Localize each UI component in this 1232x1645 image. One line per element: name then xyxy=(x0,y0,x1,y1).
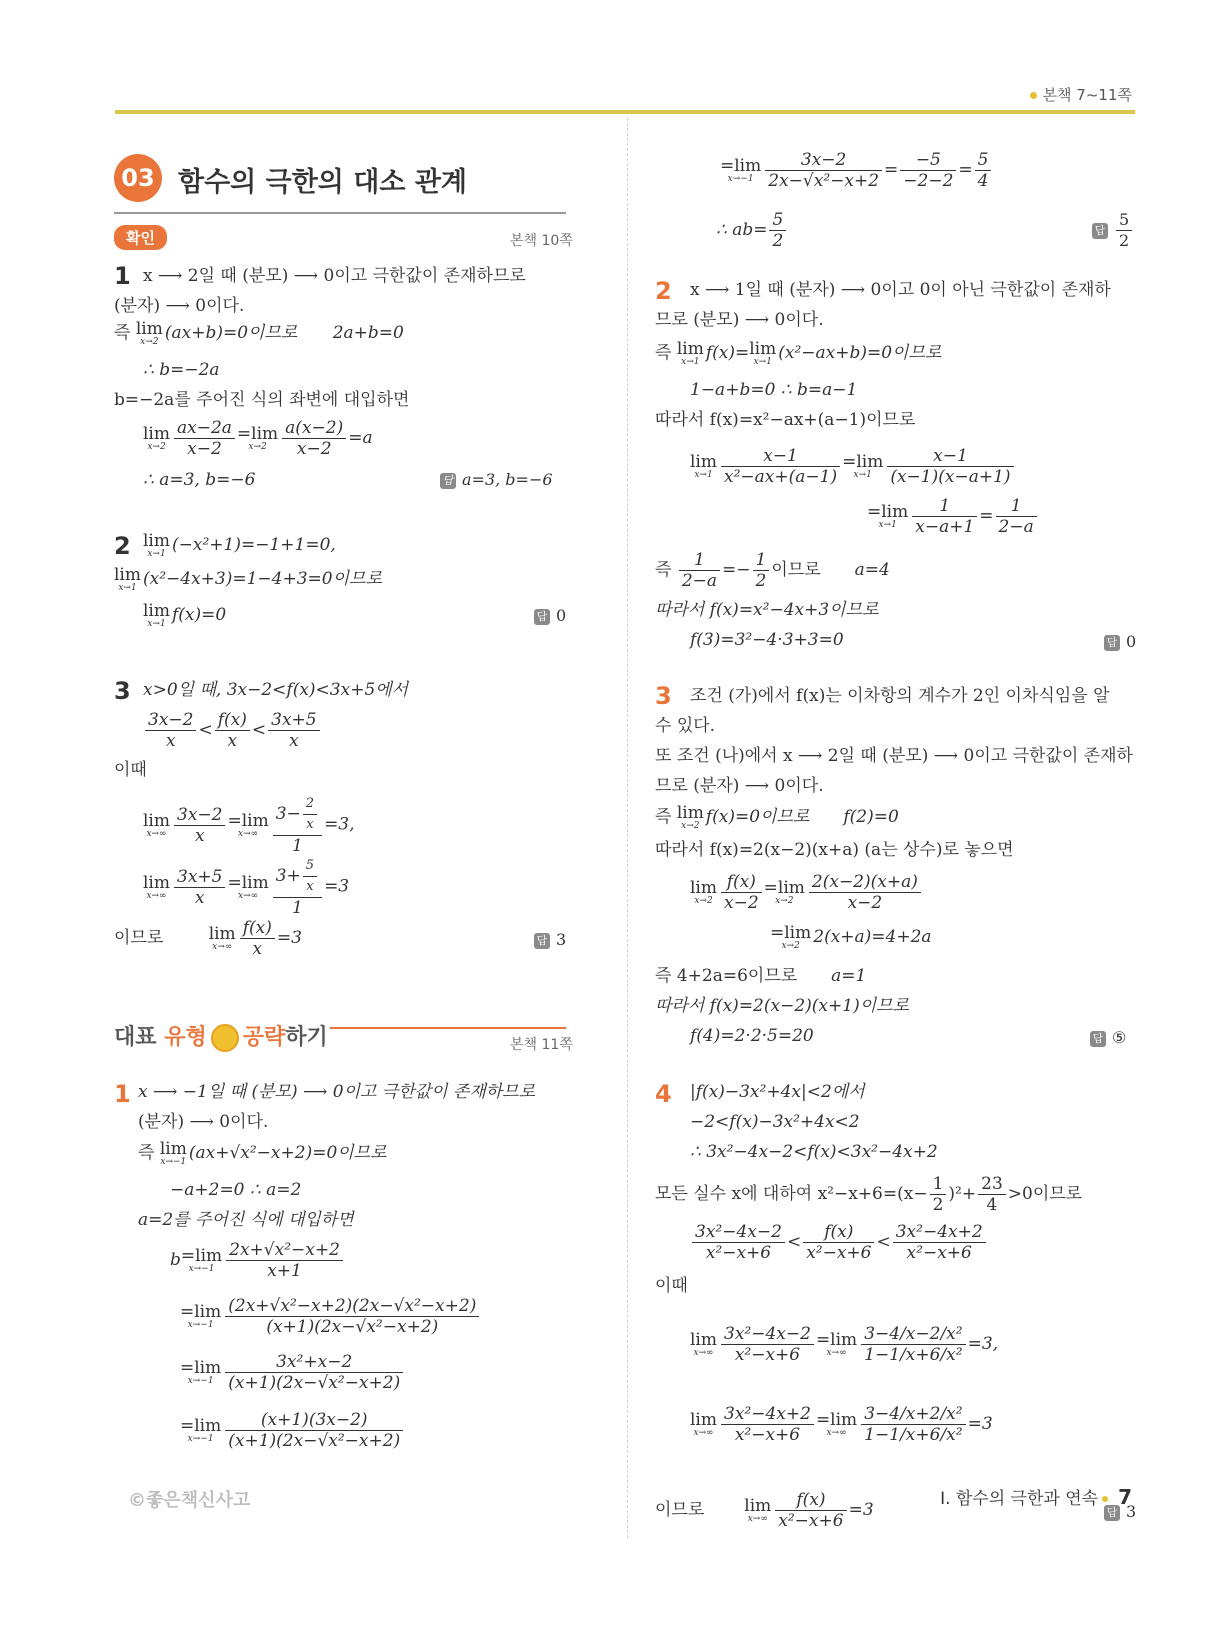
answer-icon: 답 xyxy=(1104,635,1120,651)
problem-number: 4 xyxy=(655,1080,672,1108)
answer: 답 $\frac{5}{2}$ xyxy=(1092,210,1134,251)
r3-line: 므로 (분자) ⟶ 0이다. xyxy=(655,776,824,796)
r3-step: lim x→2 $\frac{f(x)}{x-2}$ =lim x→2 $\frac{2(x-2)(x+a)}{x-2}$ xyxy=(690,872,923,913)
r2-lim-line: 즉 lim x→1 f(x)= lim x→1 (x²−ax+b)=0이므로 xyxy=(655,339,942,367)
r1-line: x ⟶ −1일 때 (분모) ⟶ 0이고 극한값이 존재하므로 xyxy=(138,1082,536,1102)
r3-step: =lim x→2 2(x+a)=4+2a xyxy=(770,923,932,951)
p2-line: lim x→1 (−x²+1)=−1+1=0, xyxy=(143,531,336,559)
page-number: 7 xyxy=(1118,1485,1132,1509)
answer-icon: 답 xyxy=(1104,1505,1120,1521)
r2-step: lim x→1 $\frac{x-1}{\text{x²−ax+(a−1)}}$ =lim x→1 $\frac{x-1}{(x-1)(x-a+1)}$ xyxy=(690,446,1016,487)
publisher-logo: ©좋은책신사고 xyxy=(128,1490,251,1511)
r4-line: 모든 실수 x에 대하여 x²−x+6=(x− $\frac{1}{2}$ )²+ $\frac{23}{4}$ >0이므로 xyxy=(655,1174,1083,1215)
section-header-representative: 대표 유형 공략하기 xyxy=(114,1025,328,1050)
r1-line: (분자) ⟶ 0이다. xyxy=(138,1112,269,1132)
r3-line: 조건 (가)에서 f(x)는 이차항의 계수가 2인 이차식임을 알 xyxy=(690,686,1110,706)
medal-icon xyxy=(211,1024,239,1052)
problem-number: 2 xyxy=(114,532,131,560)
p1-line: ∴ a=3, b=−6 xyxy=(143,470,256,490)
p3-conclusion: 이므로 lim x→∞ $\frac{f(x)}{x}$ =3 xyxy=(114,918,302,959)
p1-equation: lim x→2 $\frac{ax-2a}{x-2}$ =lim x→2 $\frac{a(x-2)}{x-2}$ =a xyxy=(143,418,373,459)
bullet-dot-icon xyxy=(1102,1496,1108,1502)
p1-line: ∴ b=−2a xyxy=(143,360,220,380)
page-reference: 본책 7~11쪽 xyxy=(1030,84,1132,105)
problem-number: 1 xyxy=(114,262,131,290)
p2-line: lim x→1 (x²−4x+3)=1−4+3=0이므로 xyxy=(114,565,382,593)
answer-icon: 답 xyxy=(440,473,456,489)
r1-step: =lim x→−1 $\frac{\text{(2x+√x²−x+2)(2x−√x²−x+2)}}{\text{(x+1)(2x−√x²−x+2)}}$ xyxy=(180,1296,481,1337)
r4-limit-1: lim x→∞ $\frac{\text{3x²−4x−2}}{\text{x²−x+6}}$ =lim x→∞ $\frac{\text{3−4/x−2/x²}}{\text{1−1/x+6/x²}}$ =3, xyxy=(690,1324,999,1365)
p1-line: x ⟶ 2일 때 (분모) ⟶ 0이고 극한값이 존재하므로 xyxy=(143,266,526,286)
r3-line: 또 조건 (나)에서 x ⟶ 2일 때 (분모) ⟶ 0이고 극한값이 존재하 xyxy=(655,746,1133,766)
r1-step: =lim x→−1 $\frac{3x-2}{\text{2x−√x²−x+2}}$ = $\frac{-5}{-2-2}$ = $\frac{5}{4}$ xyxy=(720,150,993,191)
answer-icon: 답 xyxy=(1092,223,1108,239)
answer: 답 ⑤ xyxy=(1090,1028,1126,1047)
section-number: 03 xyxy=(114,154,162,202)
r3-line: 따라서 f(x)=2(x−2)(x+1)이므로 xyxy=(655,996,909,1016)
r1-step: =lim x→−1 $\frac{(x+1)(3x-2)}{\text{(x+1)(2x−√x²−x+2)}}$ xyxy=(180,1410,405,1451)
p3-limit-2: lim x→∞ $\frac{3x+5}{x}$ =lim x→∞ 3+ $\frac{5}{x}$ 1 =3 xyxy=(143,858,350,918)
problem-number: 3 xyxy=(114,677,131,705)
r4-conclusion: 이므로 lim x→∞ $\frac{f(x)}{\text{x²−x+6}}$ =3 xyxy=(655,1490,874,1531)
footer-chapter: I. 함수의 극한과 연속 7 xyxy=(940,1485,1132,1509)
r2-line: x ⟶ 1일 때 (분자) ⟶ 0이고 0이 아닌 극한값이 존재하 xyxy=(690,280,1111,300)
r2-line: f(3)=3²−4·3+3=0 xyxy=(690,630,844,650)
answer: 답 3 xyxy=(1104,1502,1136,1521)
p1-lim-line: 즉 lim x→2 (ax+b)=0이므로 2a+b=0 xyxy=(114,319,404,347)
r4-line: ∴ 3x²−4x−2<f(x)<3x²−4x+2 xyxy=(690,1142,938,1162)
answer-icon: 답 xyxy=(534,609,550,625)
answer: 답 a=3, b=−6 xyxy=(440,470,553,489)
p1-line: b=−2a를 주어진 식의 좌변에 대입하면 xyxy=(114,390,410,410)
answer-icon: 답 xyxy=(1090,1031,1106,1047)
r2-line: 즉 $\frac{1}{2-a}$ =− $\frac{1}{2}$ 이므로 a=4 xyxy=(655,550,890,591)
p3-line: x>0일 때, 3x−2<f(x)<3x+5에서 xyxy=(143,680,409,700)
r3-line: 즉 4+2a=6이므로 a=1 xyxy=(655,966,867,986)
rep-reference: 본책 11쪽 xyxy=(510,1037,573,1053)
r1-step: b =lim x→−1 $\frac{\text{2x+√x²−x+2}}{x+1}$ xyxy=(170,1240,345,1281)
header-rule xyxy=(115,110,1135,114)
p2-line: lim x→1 f(x)=0 xyxy=(143,601,227,629)
section-title: 함수의 극한의 대소 관계 xyxy=(178,167,468,198)
section-rule xyxy=(330,1027,566,1029)
r4-line: 이때 xyxy=(655,1276,688,1296)
r4-line: −2<f(x)−3x²+4x<2 xyxy=(690,1112,860,1132)
r4-line: |f(x)−3x²+4x|<2에서 xyxy=(690,1082,865,1102)
section-rule xyxy=(114,212,566,214)
r4-limit-2: lim x→∞ $\frac{\text{3x²−4x+2}}{\text{x²−x+6}}$ =lim x→∞ $\frac{\text{3−4/x+2/x²}}{\text{1−1/x+6/x²}}$ =3 xyxy=(690,1404,993,1445)
r3-line: 따라서 f(x)=2(x−2)(x+a) (a는 상수)로 놓으면 xyxy=(655,840,1014,860)
r4-inequality: $\frac{\text{3x²−4x−2}}{\text{x²−x+6}}$ < $\frac{f(x)}{\text{x²−x+6}}$ < $\frac{\text{3x²−4x+2}}{\text{x²−x+6}}$ xyxy=(690,1222,988,1263)
r1-step: =lim x→−1 $\frac{\text{3x²+x−2}}{\text{(x+1)(2x−√x²−x+2)}}$ xyxy=(180,1352,405,1393)
r1-line: ∴ ab= $\frac{5}{2}$ xyxy=(716,210,788,251)
check-badge: 확인 xyxy=(114,225,167,250)
r2-line: 따라서 f(x)=x²−ax+(a−1)이므로 xyxy=(655,410,916,430)
problem-number: 1 xyxy=(114,1080,131,1108)
r2-step: =lim x→1 $\frac{1}{x-a+1}$ = $\frac{1}{2-a}$ xyxy=(867,496,1039,537)
answer: 답 0 xyxy=(534,606,566,625)
problem-number: 3 xyxy=(655,682,672,710)
check-reference: 본책 10쪽 xyxy=(510,233,573,249)
answer: 답 0 xyxy=(1104,632,1136,651)
r1-lim-line: 즉 lim x→−1 (ax+√x²−x+2)=0이므로 xyxy=(138,1139,387,1167)
p3-line: 이때 xyxy=(114,760,147,780)
p1-line: (분자) ⟶ 0이다. xyxy=(114,296,245,316)
r3-lim-line: 즉 lim x→2 f(x)=0이므로 f(2)=0 xyxy=(655,803,899,831)
r2-line: 1−a+b=0 ∴ b=a−1 xyxy=(690,380,858,400)
answer-icon: 답 xyxy=(534,933,550,949)
r2-line: 따라서 f(x)=x²−4x+3이므로 xyxy=(655,600,879,620)
r1-line: −a+2=0 ∴ a=2 xyxy=(170,1180,302,1200)
column-divider xyxy=(627,118,628,1538)
r2-line: 므로 (분모) ⟶ 0이다. xyxy=(655,310,824,330)
r1-line: a=2를 주어진 식에 대입하면 xyxy=(138,1210,354,1230)
problem-number: 2 xyxy=(655,277,672,305)
r3-line: 수 있다. xyxy=(655,716,716,736)
p3-limit-1: lim x→∞ $\frac{3x-2}{x}$ =lim x→∞ 3− $\frac{2}{x}$ 1 =3, xyxy=(143,796,355,856)
r3-line: f(4)=2·2·5=20 xyxy=(690,1026,814,1046)
p3-inequality: $\frac{3x-2}{x}$ < $\frac{f(x)}{x}$ < $\frac{3x+5}{x}$ xyxy=(143,710,322,751)
bullet-dot-icon xyxy=(1030,92,1037,99)
answer: 답 3 xyxy=(534,930,566,949)
